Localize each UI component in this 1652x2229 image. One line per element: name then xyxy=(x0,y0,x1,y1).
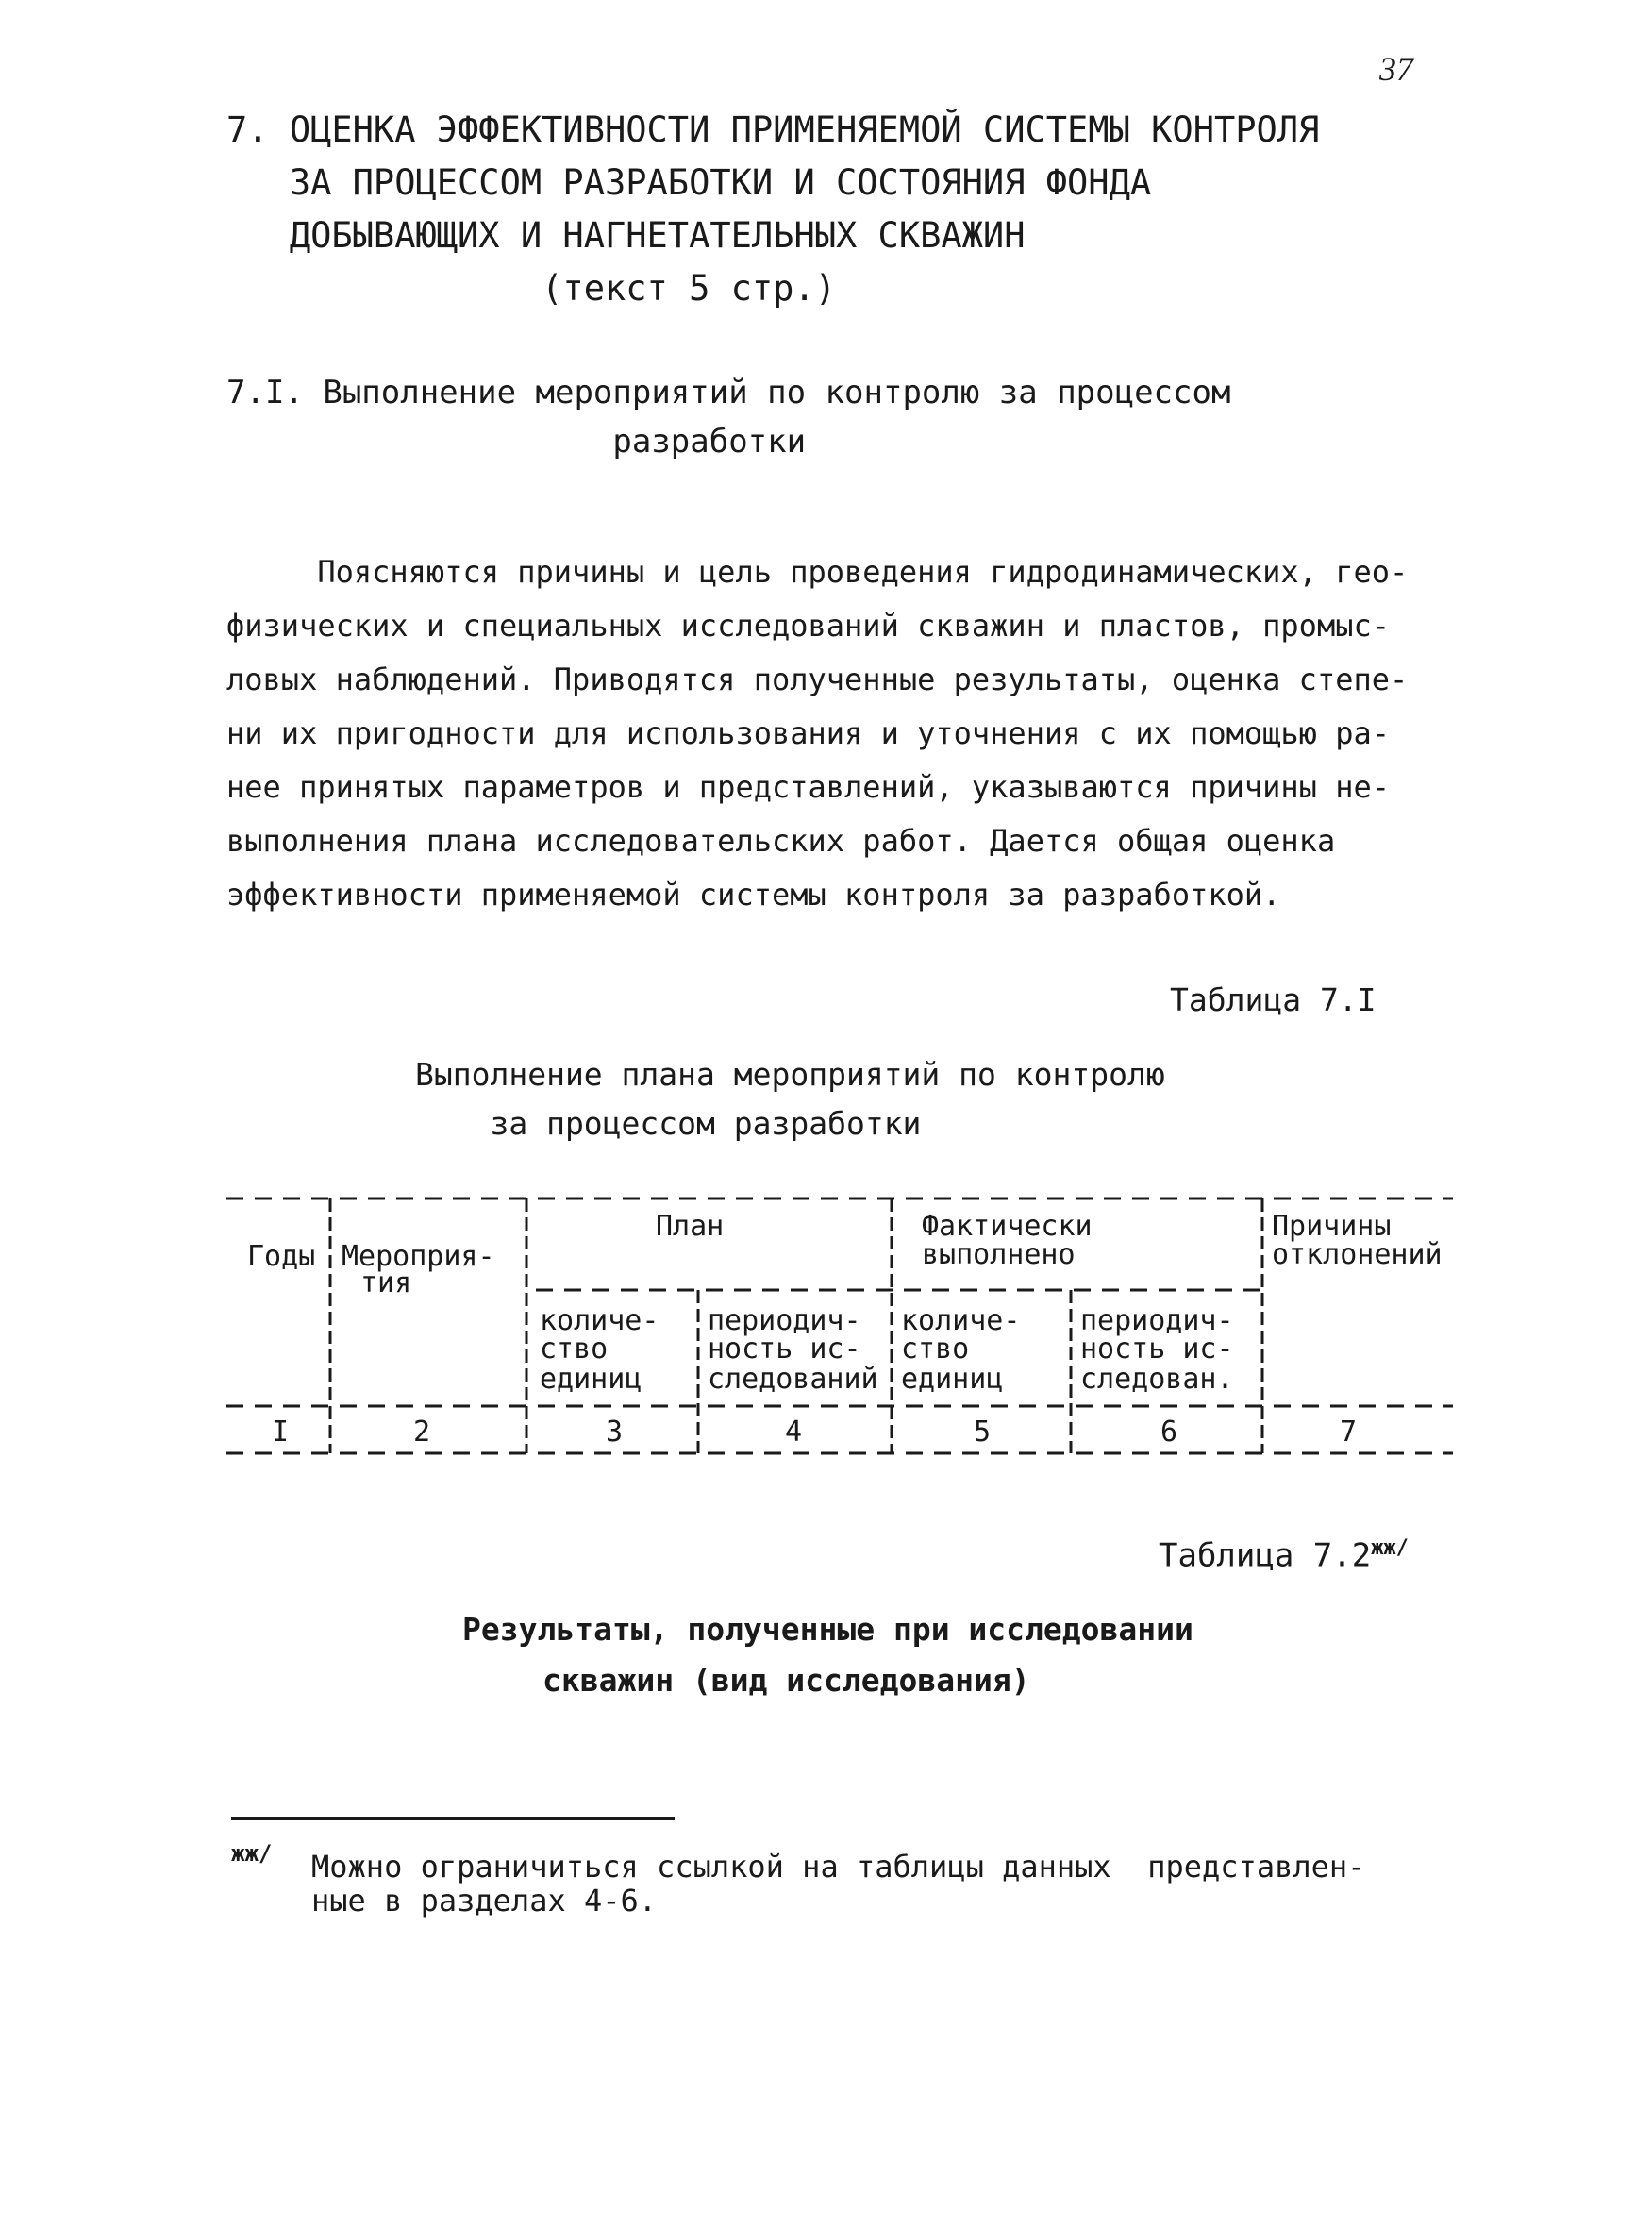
paragraph-line: выполнения плана исследовательских работ. Дается общая оценка xyxy=(226,823,1336,859)
header-period-actual: периодич- xyxy=(1080,1304,1234,1337)
table-caption-line: скважин (вид исследования) xyxy=(542,1662,1030,1699)
paragraph-line: эффективности применяемой системы контроля за разработкой. xyxy=(226,877,1281,913)
body-paragraph xyxy=(226,545,1481,922)
footnote-line: Можно ограничиться ссылкой на таблицы данных представлен- xyxy=(311,1849,1366,1885)
table-7-2-label xyxy=(1159,1536,1409,1574)
footnote-rule xyxy=(231,1817,675,1820)
section-title-line: ЗА ПРОЦЕССОМ РАЗРАБОТКИ И СОСТОЯНИЯ ФОНДА xyxy=(226,162,1152,203)
paragraph-line: Поясняются причины и цель проведения гидродинамических, гео- xyxy=(226,554,1409,590)
section-title xyxy=(226,104,1453,315)
header-years: Годы xyxy=(247,1240,316,1273)
column-number: 4 xyxy=(785,1416,803,1449)
footnote-reference-mark: жж/ xyxy=(1371,1536,1409,1560)
header-actual: Фактически xyxy=(922,1210,1093,1243)
subsection-title xyxy=(226,368,1453,466)
header-measures: Мероприя- xyxy=(342,1240,495,1273)
header-actual: выполнено xyxy=(922,1238,1076,1271)
header-period-plan: ность ис- xyxy=(708,1332,861,1366)
header-period-plan: следований xyxy=(708,1363,878,1396)
paragraph-line: физических и специальных исследований скважин и пластов, промыс- xyxy=(226,608,1390,644)
header-qty-plan: количе- xyxy=(540,1304,659,1337)
footnote-mark: жж/ xyxy=(231,1840,273,1867)
header-measures: тия xyxy=(360,1266,412,1299)
column-number: 5 xyxy=(974,1416,992,1449)
header-qty-plan: ство xyxy=(540,1332,609,1366)
header-qty-actual: ство xyxy=(901,1332,970,1366)
column-number: 7 xyxy=(1340,1416,1358,1449)
table-caption-line: Выполнение плана мероприятий по контролю xyxy=(415,1056,1165,1093)
table-caption-line: за процессом разработки xyxy=(415,1105,922,1142)
table-7-2-caption xyxy=(462,1604,1193,1706)
column-number: 6 xyxy=(1160,1416,1178,1449)
subsection-title-line: разработки xyxy=(226,423,807,461)
column-number: 2 xyxy=(413,1416,431,1449)
section-title-line: 7. ОЦЕНКА ЭФФЕКТИВНОСТИ ПРИМЕНЯЕМОЙ СИСТЕМЫ КОНТРОЛЯ xyxy=(226,109,1320,150)
header-reasons: отклонений xyxy=(1272,1238,1443,1271)
page-number: 37 xyxy=(1379,50,1413,88)
section-title-line: (текст 5 стр.) xyxy=(226,268,837,309)
header-qty-actual: количе- xyxy=(901,1304,1021,1337)
table-caption-line: Результаты, полученные при исследовании xyxy=(462,1611,1193,1648)
header-reasons: Причины xyxy=(1272,1210,1392,1243)
table-7-1 xyxy=(226,1184,1453,1458)
header-qty-actual: единиц xyxy=(901,1363,1004,1396)
table-7-2-label-text: Таблица 7.2 xyxy=(1159,1536,1372,1575)
subsection-title-line: 7.I. Выполнение мероприятий по контролю за процессом xyxy=(226,374,1231,411)
header-period-actual: следован. xyxy=(1080,1363,1234,1396)
table-7-1-label: Таблица 7.I xyxy=(1170,981,1377,1018)
paragraph-line: ловых наблюдений. Приводятся полученные результаты, оценка степе- xyxy=(226,662,1409,697)
column-number: I xyxy=(272,1416,290,1449)
header-plan: План xyxy=(656,1210,725,1243)
header-period-plan: периодич- xyxy=(708,1304,861,1337)
column-number: 3 xyxy=(606,1416,624,1449)
table-7-1-caption xyxy=(415,1050,1165,1148)
paragraph-line: нее принятых параметров и представлений, указываются причины не- xyxy=(226,769,1390,805)
section-title-line: ДОБЫВАЮЩИХ И НАГНЕТАТЕЛЬНЫХ СКВАЖИН xyxy=(226,215,1026,256)
footnote-text xyxy=(311,1850,1443,1918)
paragraph-line: ни их пригодности для использования и уточнения с их помощью ра- xyxy=(226,715,1390,751)
footnote-line: ные в разделах 4-6. xyxy=(311,1883,658,1919)
header-period-actual: ность ис- xyxy=(1080,1332,1234,1366)
header-qty-plan: единиц xyxy=(540,1363,642,1396)
